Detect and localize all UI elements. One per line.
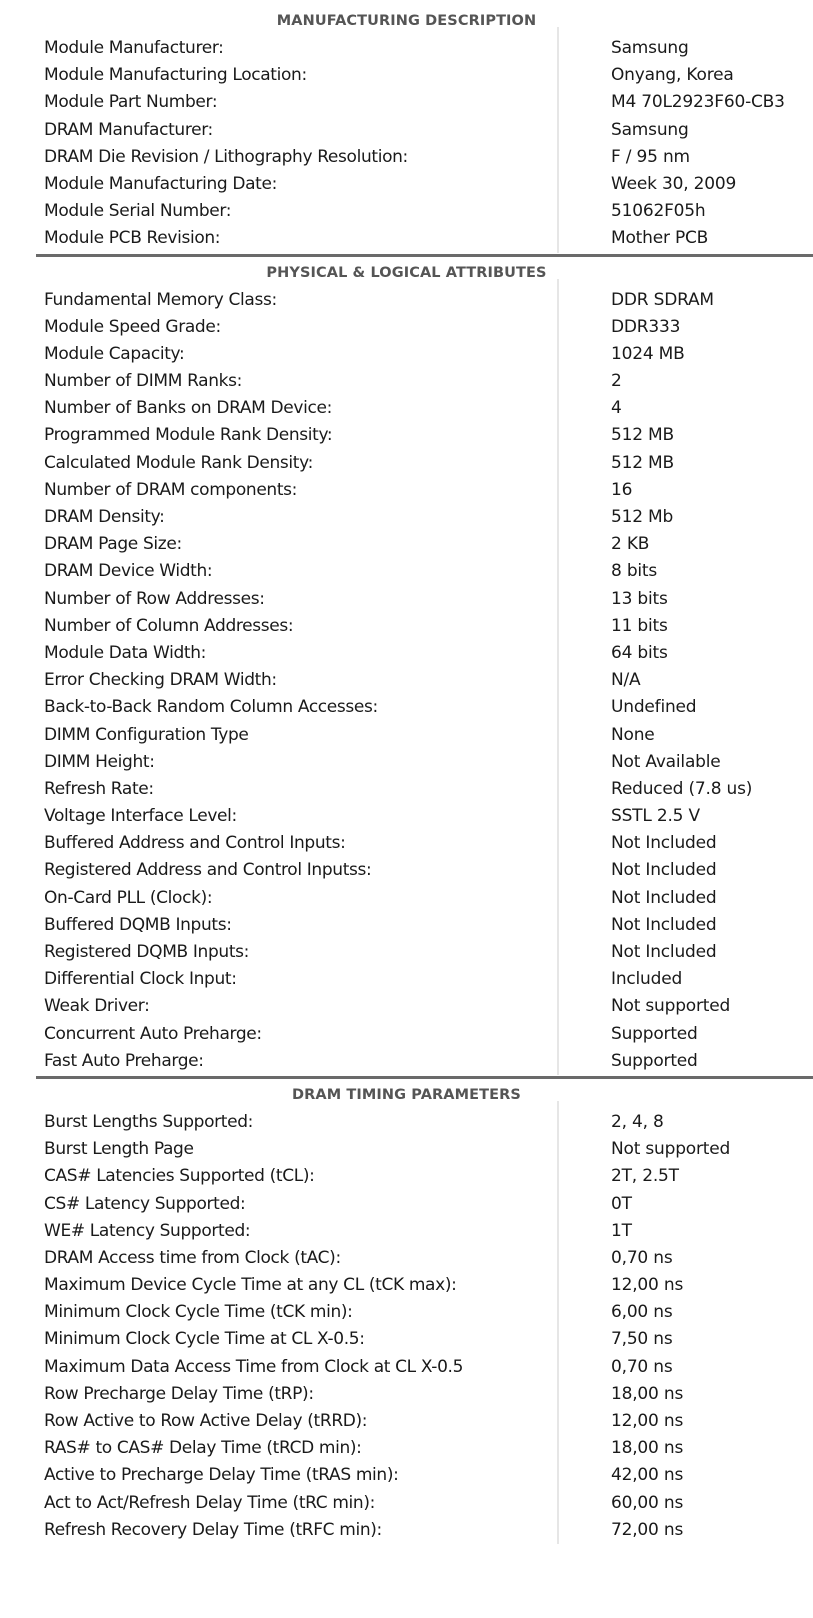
table-row [0,35,813,62]
section-title: MANUFACTURING DESCRIPTION [276,13,537,29]
table-row [0,171,813,198]
table-row [0,939,813,966]
attribute-value: Samsung [611,38,689,58]
table-row [0,1517,813,1544]
attribute-label: Act to Act/Refresh Delay Time (tRC min): [44,1492,376,1513]
attribute-value: Supported [611,1023,698,1044]
table-row [0,749,813,776]
table-row [0,225,813,252]
attribute-label: Fundamental Memory Class: [44,289,277,310]
table-row [0,613,813,640]
attribute-value: 8 bits [611,561,658,582]
table-row [0,341,813,368]
attribute-value: SSTL 2.5 V [611,806,700,827]
attribute-label: Minimum Clock Cycle Time (tCK min): [44,1302,353,1323]
table-row [0,1109,813,1136]
attribute-value: 18,00 ns [611,1383,684,1404]
attribute-label: RAS# to CAS# Delay Time (tRCD min): [44,1438,362,1459]
section-divider [36,254,813,257]
table-row [0,422,813,449]
attribute-label: DRAM Page Size: [44,534,182,555]
attribute-value: 1024 MB [611,343,685,364]
attribute-value: F / 95 nm [611,146,690,167]
attribute-label: DIMM Configuration Type [44,724,249,745]
attribute-value: 72,00 ns [611,1519,684,1540]
table-row [0,395,813,422]
attribute-label: Module Data Width: [44,642,207,663]
attribute-value: Not Included [611,942,717,962]
attribute-value: DDR SDRAM [611,289,714,310]
table-row [0,1021,813,1048]
table-row [0,1245,813,1272]
attribute-label: Error Checking DRAM Width: [44,670,277,691]
attribute-value: 1T [611,1220,632,1241]
attribute-label: Registered DQMB Inputs: [44,942,250,962]
attribute-value: M4 70L2923F60-CB3 [611,92,785,113]
attribute-value: None [611,724,655,745]
table-row [0,1490,813,1517]
attribute-label: DRAM Device Width: [44,561,213,582]
attribute-label: Module PCB Revision: [44,228,221,249]
attribute-label: Module Part Number: [44,92,218,113]
table-row [0,450,813,477]
attribute-label: Row Precharge Delay Time (tRP): [44,1383,314,1404]
table-row [0,640,813,667]
attribute-label: Voltage Interface Level: [44,806,237,827]
attribute-value: 6,00 ns [611,1302,673,1323]
attribute-value: 18,00 ns [611,1438,684,1459]
attribute-value: Onyang, Korea [611,65,734,86]
attribute-label: Calculated Module Rank Density: [44,452,313,473]
attribute-label: Minimum Clock Cycle Time at CL X-0.5: [44,1329,365,1350]
attribute-label: DIMM Height: [44,751,155,772]
attribute-table [0,287,813,1075]
attribute-value: 0,70 ns [611,1356,673,1377]
attribute-label: Buffered DQMB Inputs: [44,914,232,935]
attribute-value: Not Included [611,887,717,908]
attribute-value: Samsung [611,119,689,140]
attribute-label: Module Serial Number: [44,201,232,222]
table-row [0,1462,813,1489]
table-row [0,558,813,585]
attribute-label: Number of Banks on DRAM Device: [44,398,332,419]
attribute-value: 4 [611,398,622,419]
attribute-value: Not supported [611,996,731,1017]
table-row [0,1299,813,1326]
table-row [0,1381,813,1408]
section-manufacturing-description [0,8,813,253]
attribute-value: 12,00 ns [611,1411,684,1431]
table-row [0,477,813,504]
attribute-label: CS# Latency Supported: [44,1193,246,1214]
attribute-value: 2 [611,371,622,392]
attribute-table [0,1109,813,1544]
attribute-value: 51062F05h [611,201,706,222]
table-row [0,89,813,116]
table-row [0,62,813,89]
table-row [0,1191,813,1218]
attribute-label: Buffered Address and Control Inputs: [44,833,346,854]
attribute-value: 16 [611,479,633,500]
attribute-label: Number of DIMM Ranks: [44,371,243,392]
table-row [0,314,813,341]
table-row [0,1435,813,1462]
attribute-label: Number of Row Addresses: [44,588,265,609]
attribute-label: DRAM Die Revision / Lithography Resolution: [44,146,408,167]
section-dram-timing-parameters [0,1082,813,1544]
attribute-label: Concurrent Auto Preharge: [44,1023,262,1044]
attribute-value: 512 MB [611,425,674,446]
table-row [0,531,813,558]
attribute-label: Programmed Module Rank Density: [44,425,333,446]
attribute-label: Registered Address and Control Inputss: [44,860,372,881]
attribute-label: Number of Column Addresses: [44,615,294,636]
table-row [0,1163,813,1190]
attribute-label: Burst Length Page [44,1139,194,1160]
table-row [0,912,813,939]
attribute-label: DRAM Manufacturer: [44,119,213,140]
attribute-value: Mother PCB [611,228,709,249]
table-row [0,1272,813,1299]
attribute-value: Not Included [611,914,717,935]
attribute-label: Module Capacity: [44,343,185,364]
attribute-value: 7,50 ns [611,1329,673,1350]
attribute-value: 11 bits [611,615,668,636]
attribute-label: DRAM Density: [44,507,165,527]
attribute-label: On-Card PLL (Clock): [44,887,213,908]
table-row [0,198,813,225]
attribute-label: Back-to-Back Random Column Accesses: [44,697,378,718]
table-row [0,504,813,531]
attribute-value: 64 bits [611,642,668,663]
attribute-label: DRAM Access time from Clock (tAC): [44,1247,341,1268]
attribute-value: Not Included [611,833,717,854]
attribute-label: Differential Clock Input: [44,969,237,990]
attribute-value: 0,70 ns [611,1247,673,1268]
table-row [0,1218,813,1245]
attribute-value: Supported [611,1050,698,1071]
table-row [0,144,813,171]
attribute-value: Undefined [611,697,697,718]
attribute-value: Reduced (7.8 us) [611,778,753,799]
attribute-value: Included [611,969,683,990]
attribute-label: Module Manufacturer: [44,38,224,58]
attribute-label: Refresh Rate: [44,778,154,799]
attribute-value: 13 bits [611,588,668,609]
attribute-label: Fast Auto Preharge: [44,1050,204,1071]
table-row [0,857,813,884]
attribute-value: 0T [611,1193,632,1214]
table-row [0,667,813,694]
table-row [0,830,813,857]
attribute-label: Number of DRAM components: [44,479,298,500]
attribute-label: Refresh Recovery Delay Time (tRFC min): [44,1519,382,1540]
attribute-value: Not Included [611,860,717,881]
attribute-label: WE# Latency Supported: [44,1220,251,1241]
table-row [0,776,813,803]
table-row [0,1408,813,1435]
table-row [0,885,813,912]
table-row [0,1136,813,1163]
table-row [0,993,813,1020]
table-row [0,117,813,144]
table-row [0,1326,813,1353]
table-row [0,368,813,395]
attribute-label: Module Speed Grade: [44,316,221,337]
section-title: DRAM TIMING PARAMETERS [292,1086,521,1103]
table-row [0,694,813,721]
table-row [0,803,813,830]
attribute-label: Maximum Device Cycle Time at any CL (tCK max): [44,1275,457,1296]
attribute-label: Weak Driver: [44,996,150,1017]
attribute-label: CAS# Latencies Supported (tCL): [44,1166,315,1187]
attribute-value: Week 30, 2009 [611,173,737,194]
attribute-value: Not Available [611,751,721,772]
attribute-value: N/A [611,670,641,691]
attribute-value: 2T, 2.5T [611,1166,679,1187]
table-row [0,722,813,749]
table-row [0,1354,813,1381]
attribute-value: Not supported [611,1139,731,1160]
table-row [0,287,813,314]
attribute-value: 12,00 ns [611,1275,684,1296]
attribute-label: Module Manufacturing Date: [44,173,277,194]
table-row [0,1048,813,1075]
table-row [0,586,813,613]
attribute-value: 42,00 ns [611,1465,684,1486]
attribute-label: Maximum Data Access Time from Clock at CL X-0.5 [44,1356,464,1377]
section-physical-logical-attributes [0,260,813,1075]
attribute-label: Active to Precharge Delay Time (tRAS min): [44,1465,399,1486]
table-row [0,966,813,993]
attribute-value: 512 MB [611,452,674,473]
attribute-value: 60,00 ns [611,1492,684,1513]
attribute-label: Burst Lengths Supported: [44,1111,254,1132]
attribute-label: Module Manufacturing Location: [44,65,307,86]
attribute-label: Row Active to Row Active Delay (tRRD): [44,1411,368,1431]
section-title: PHYSICAL & LOGICAL ATTRIBUTES [266,264,547,281]
attribute-value: 512 Mb [611,507,674,527]
attribute-value: 2, 4, 8 [611,1111,664,1132]
attribute-value: DDR333 [611,316,681,337]
attribute-value: 2 KB [611,534,650,555]
section-divider [36,1076,813,1079]
attribute-table [0,35,813,253]
